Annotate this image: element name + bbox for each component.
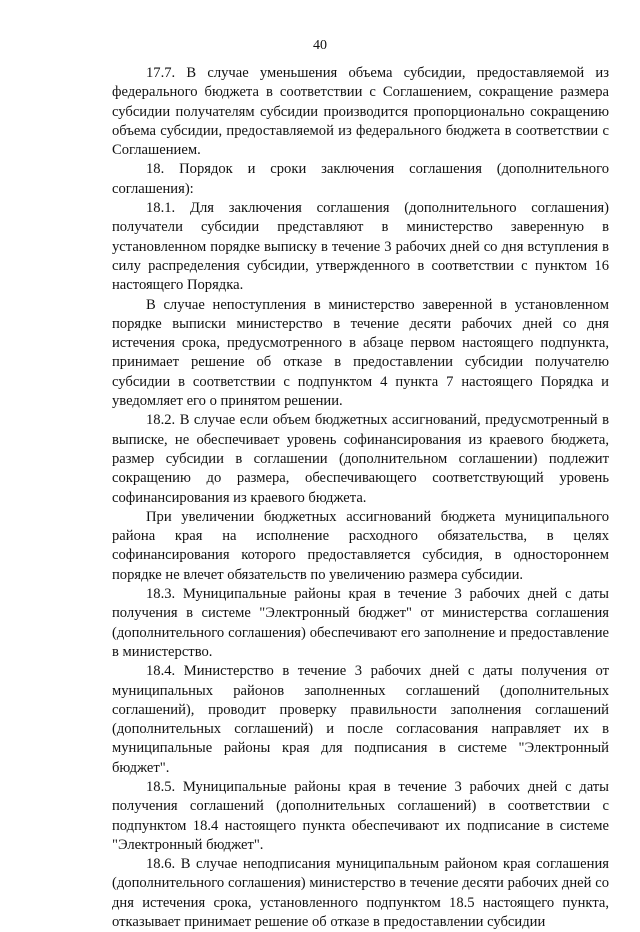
paragraph-18-heading: 18. Порядок и сроки заключения соглашения (дополнительного соглашения): — [112, 161, 609, 197]
paragraph-18-3: 18.3. Муниципальные районы края в течение 3 рабочих дней с даты получения в системе "Электронный бюджет" от министерства соглашения (дополнительного соглашения) обеспечивают его заполнение и предоставление в министерство. — [112, 586, 609, 660]
page-number: 40 — [313, 38, 327, 53]
document-body — [112, 64, 609, 932]
paragraph-18-1: 18.1. Для заключения соглашения (дополнительного соглашения) получатели субсидии представляют в министерство заверенную в установленном порядке выписку в течение 3 рабочих дней со дня вступления в силу распределения субсидии, утвержденного в соответствии с пунктом 16 настоящего Порядка. — [112, 200, 609, 294]
paragraph-18-5: 18.5. Муниципальные районы края в течение 3 рабочих дней с даты получения соглашений (дополнительных соглашений) в соответствии с подпунктом 18.4 настоящего пункта обеспечивают их подписание в системе "Электронный бюджет". — [112, 778, 609, 853]
paragraph-18-2: 18.2. В случае если объем бюджетных ассигнований, предусмотренный в выписке, не обеспечивает уровень софинансирования из краевого бюджета, размер субсидии в соглашении (дополнительном соглашении) подлежит сокращению до размера, обеспечивающего соответствующий уровень софинансирования из краевого бюджета. — [112, 412, 609, 506]
paragraph-17-7: 17.7. В случае уменьшения объема субсидии, предоставляемой из федерального бюджета в соответствии с Соглашением, сокращение размера субсидии получателям субсидии производится пропорционально сокращению объема субсидии, предоставляемой из федерального бюджета в соответствии с Соглашением. — [112, 65, 609, 159]
paragraph-18-4: 18.4. Министерство в течение 3 рабочих дней с даты получения от муниципальных районов заполненных соглашений (дополнительных соглашений), проводит проверку правильности заполнения соглашений (дополнительных соглашений) и после согласования направляет их в муниципальные районы края для подписания в системе "Электронный бюджет". — [112, 663, 609, 776]
paragraph-18-2-increase: При увеличении бюджетных ассигнований бюджета муниципального района края на исполнение расходного обязательства, в целях софинансирования которого предоставляется субсидия, в одностороннем порядке не влечет обязательств по увеличению размера субсидии. — [112, 508, 609, 583]
paragraph-18-6: 18.6. В случае неподписания муниципальным районом края соглашения (дополнительного соглашения) министерство в течение десяти рабочих дней со дня истечения срока, установленного подпунктом 18.5 настоящего пункта, отказывает принимает решение об отказе в предоставлении субсидии — [112, 856, 609, 931]
paragraph-18-1-non-receipt: В случае непоступления в министерство заверенной в установленном порядке выписки министерство в течение десяти рабочих дней со дня истечения срока, предусмотренного в абзаце первом настоящего подпункта, принимает решение об отказе в предоставлении субсидии получателю субсидии в соответствии с подпунктом 4 пункта 7 настоящего Порядка и уведомляет его о принятом решении. — [112, 296, 609, 410]
